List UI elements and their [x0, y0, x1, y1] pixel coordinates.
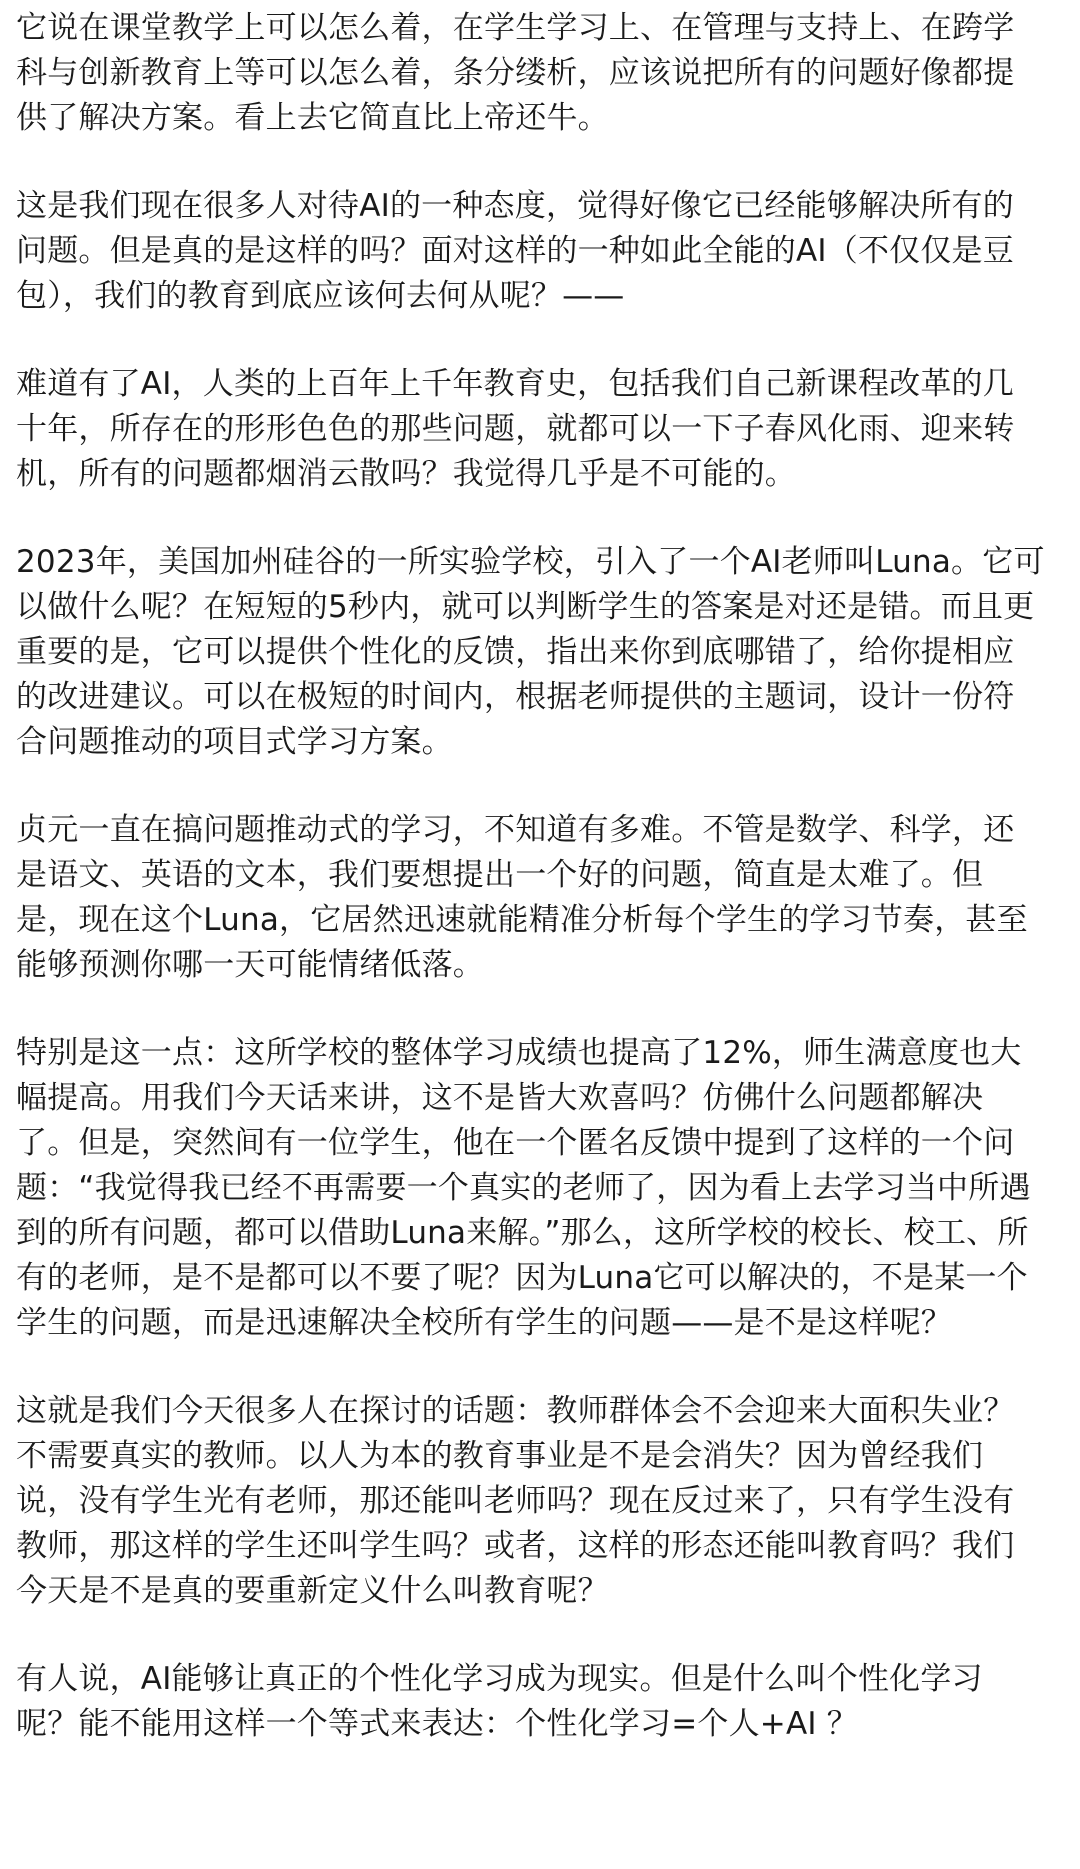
paragraph-5: 贞元一直在搞问题推动式的学习，不知道有多难。不管是数学、科学，还 是语文、英语的文本，我们要想提出一个好的问题，简直是太难了。但 是，现在这个Luna，它居然迅速就能精准分析每个学生的学习节奏，甚至 能够预测你哪一天可能情绪低落。: [16, 812, 1028, 983]
paragraph-2: 这是我们现在很多人对待AI的一种态度，觉得好像它已经能够解决所有的 问题。但是真的是这样的吗？面对这样的一种如此全能的AI（不仅仅是豆 包），我们的教育到底应该何去何从呢？——: [16, 188, 1014, 314]
paragraph-7: 这就是我们今天很多人在探讨的话题：教师群体会不会迎来大面积失业？ 不需要真实的教师。以人为本的教育事业是不是会消失？因为曾经我们 说，没有学生光有老师，那还能叫老师吗？现在反过来了，只有学生没有 教师，那这样的学生还叫学生吗？或者，这样的形态还能叫教育吗？我们 今天是不是真的要重新定义什么叫教育呢？: [16, 1393, 1015, 1609]
paragraph-3: 难道有了AI，人类的上百年上千年教育史，包括我们自己新课程改革的几 十年，所存在的形形色色的那些问题，就都可以一下子春风化雨、迎来转 机，所有的问题都烟消云散吗？我觉得几乎是不可能的。: [16, 366, 1015, 492]
paragraph-4: 2023年，美国加州硅谷的一所实验学校，引入了一个AI老师叫Luna。它可 以做什么呢？在短短的5秒内，就可以判断学生的答案是对还是错。而且更 重要的是，它可以提供个性化的反馈，指出来你到底哪错了，给你提相应 的改进建议。可以在极短的时间内，根据老师提供的主题词，设计一份符 合问题推动的项目式学习方案。: [16, 544, 1045, 760]
paragraph-6: 特别是这一点：这所学校的整体学习成绩也提高了12%，师生满意度也大 幅提高。用我们今天话来讲，这不是皆大欢喜吗？仿佛什么问题都解决 了。但是，突然间有一位学生，他在一个匿名反馈中提到了这样的一个问 题：“我觉得我已经不再需要一个真实的老师了，因为看上去学习当中所遇 到的所有问题，都可以借助Luna来解。”那么，这所学校的校长、校工、所 有的老师，是不是都可以不要了呢？因为Luna它可以解决的，不是某一个 学生的问题，而是迅速解决全校所有学生的问题——是不是这样呢？: [16, 1035, 1031, 1341]
paragraph-8: 有人说，AI能够让真正的个性化学习成为现实。但是什么叫个性化学习 呢？能不能用这样一个等式来表达：个性化学习=个人+AI ？: [16, 1661, 983, 1742]
paragraph-1: 它说在课堂教学上可以怎么着，在学生学习上、在管理与支持上、在跨学 科与创新教育上等可以怎么着，条分缕析，应该说把所有的问题好像都提 供了解决方案。看上去它简直比上帝还牛。: [16, 10, 1015, 136]
